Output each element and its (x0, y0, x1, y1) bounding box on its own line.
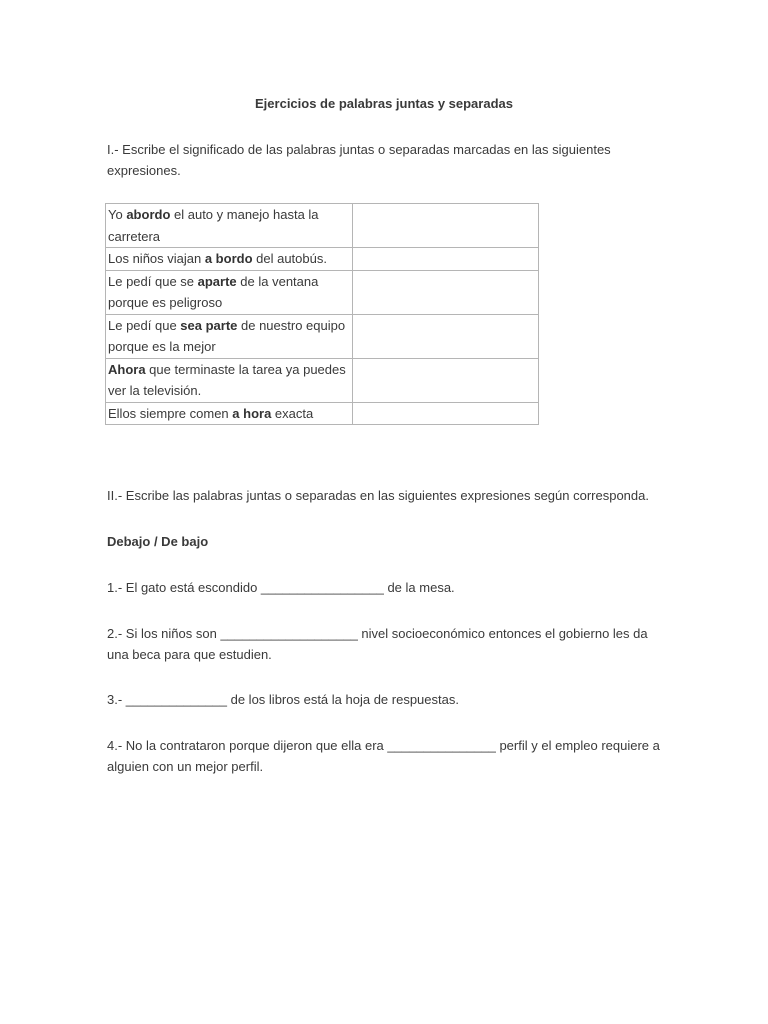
table-row (106, 270, 539, 314)
expression-bold-word: a hora (232, 405, 272, 421)
fill-in-item-4: 4.- No la contrataron porque dijeron que ella era _______________ perfil y el empleo requiere a alguien con un mejor perfil. (107, 738, 660, 774)
table-cell-expression (106, 402, 353, 425)
section2-instruction: II.- Escribe las palabras juntas o separadas en las siguientes expresiones según corresponda. (107, 488, 649, 503)
table-cell-expression (106, 314, 353, 358)
table-cell-expression (106, 358, 353, 402)
table-cell-answer[interactable] (352, 204, 539, 248)
table-row (106, 402, 539, 425)
expression-text: el auto y manejo hasta la carretera (108, 207, 319, 244)
table-cell-answer[interactable] (352, 358, 539, 402)
table-cell-answer[interactable] (352, 402, 539, 425)
document-title: Ejercicios de palabras juntas y separadas (255, 96, 513, 111)
expression-text: Yo (108, 207, 127, 222)
expression-text: que terminaste la tarea ya puedes ver la televisión. (108, 361, 346, 398)
table-row (106, 314, 539, 358)
expression-text: de la ventana porque es peligroso (108, 273, 319, 310)
expression-bold-word: aparte (197, 273, 237, 289)
expression-text: de nuestro equipo porque es la mejor (108, 317, 346, 354)
table-cell-expression (106, 204, 353, 248)
expression-bold-word: abordo (126, 207, 171, 222)
table-cell-answer[interactable] (352, 248, 539, 271)
expression-bold-word: sea parte (180, 317, 238, 333)
expression-text: del autobús. (252, 251, 327, 266)
table-cell-answer[interactable] (352, 270, 539, 314)
table-cell-expression (106, 248, 353, 271)
exercise-table (105, 203, 539, 425)
section2-heading: Debajo / De bajo (107, 534, 209, 549)
table-row (106, 248, 539, 271)
expression-bold-word: a bordo (204, 251, 253, 266)
expression-text: Ellos siempre comen (108, 405, 233, 421)
section1-instruction: I.- Escribe el significado de las palabras juntas o separadas marcadas en las siguientes expresiones. (107, 142, 611, 178)
table-row (106, 204, 539, 248)
expression-text: Los niños viajan (108, 251, 205, 266)
fill-in-item-3: 3.- ______________ de los libros está la hoja de respuestas. (107, 692, 459, 707)
table-cell-answer[interactable] (352, 314, 539, 358)
expression-text: Le pedí que se (108, 273, 198, 289)
fill-in-item-1: 1.- El gato está escondido _________________ de la mesa. (107, 580, 455, 595)
table-row (106, 358, 539, 402)
expression-bold-word: Ahora (108, 361, 146, 377)
expression-text: exacta (271, 405, 314, 421)
table-cell-expression (106, 270, 353, 314)
fill-in-item-2: 2.- Si los niños son ___________________ nivel socioeconómico entonces el gobierno les da una beca para que estudien. (107, 626, 648, 662)
expression-text: Le pedí que (108, 317, 181, 333)
